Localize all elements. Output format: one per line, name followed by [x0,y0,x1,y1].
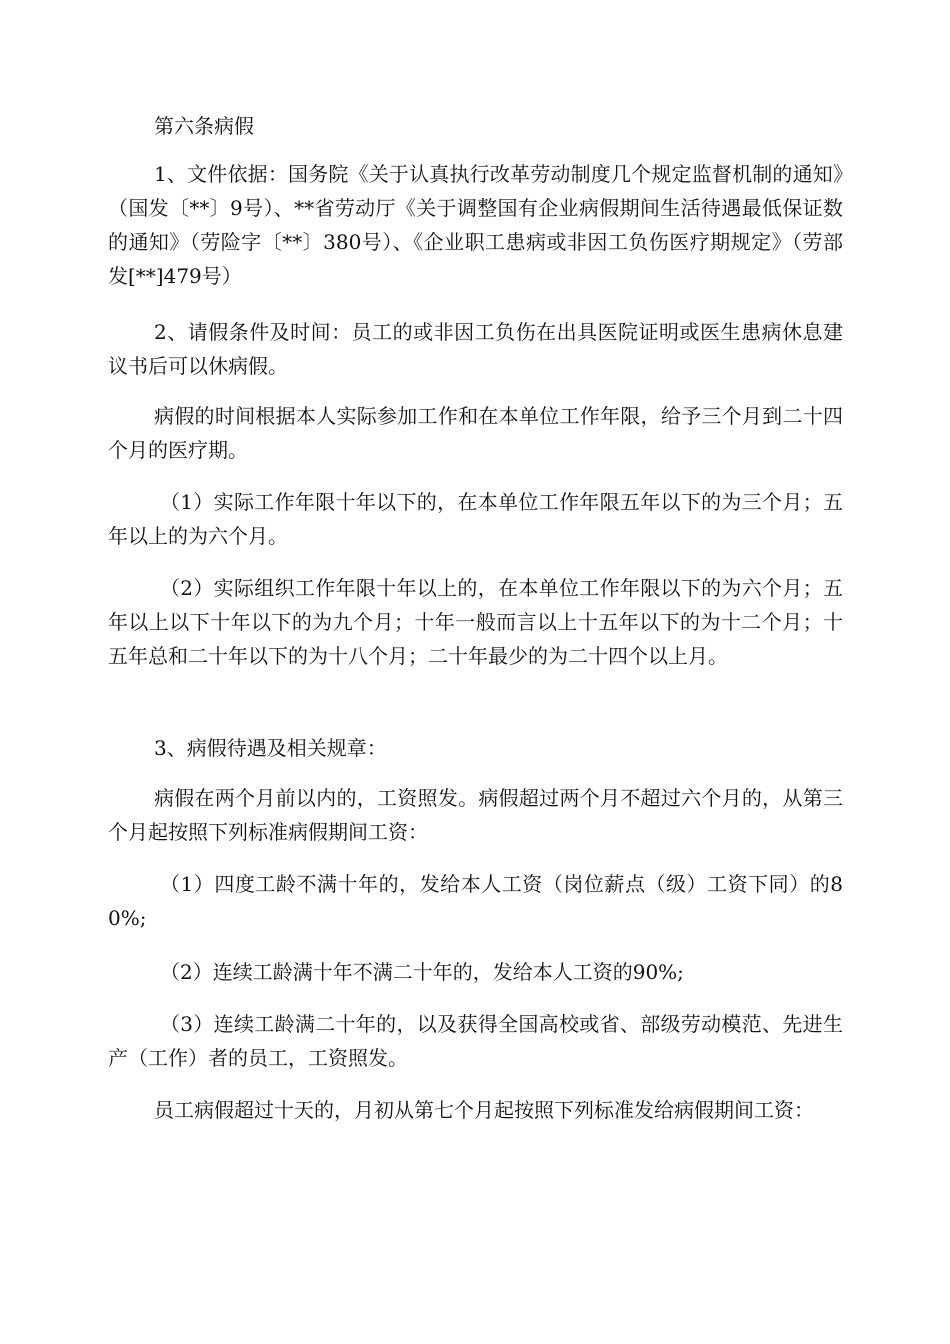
paragraph-benefits-heading: 3、病假待遇及相关规章： [154,736,387,760]
paragraph-leave-conditions: 2、请假条件及时间：员工的或非因工负伤在出具医院证明或医生患病休息建议书后可以休病假。 [108,320,843,378]
paragraph-long-leave: 员工病假超过十天的，月初从第七个月起按照下列标准发给病假期间工资： [154,1098,814,1122]
paragraph-benefit-item-1: （1）四度工龄不满十年的，发给本人工资（岗位薪点（级）工资下同）的80%; [108,872,843,930]
paragraph-legal-basis: 1、文件依据：国务院《关于认真执行改革劳动制度几个规定监督机制的通知》（国发〔**〕9号）、**省劳动厅《关于调整国有企业病假期间生活待遇最低保证数的通知》（劳险字〔**〕380号）、《企业职工患病或非因工负伤医疗期规定》（劳部发[**]479号） [108,162,843,288]
paragraph-duration-item-2: （2）实际组织工作年限十年以上的，在本单位工作年限以下的为六个月；五年以上以下十年以下的为九个月；十年一般而言以上十五年以下的为十二个月；十五年总和二十年以下的为十八个月；二十年最少的为二十四个以上月。 [108,576,843,668]
paragraph-benefits-intro: 病假在两个月前以内的，工资照发。病假超过两个月不超过六个月的，从第三个月起按照下列标准病假期间工资： [108,786,843,844]
paragraph-duration-item-1: （1）实际工作年限十年以下的，在本单位工作年限五年以下的为三个月；五年以上的为六个月。 [108,490,843,548]
section-title: 第六条病假 [154,114,254,138]
paragraph-benefit-item-3: （3）连续工龄满二十年的，以及获得全国高校或省、部级劳动模范、先进生产（工作）者的员工，工资照发。 [108,1012,843,1070]
paragraph-benefit-item-2: （2）连续工龄满十年不满二十年的，发给本人工资的90%; [160,960,684,984]
paragraph-leave-duration: 病假的时间根据本人实际参加工作和在本单位工作年限，给予三个月到二十四个月的医疗期。 [108,404,843,462]
